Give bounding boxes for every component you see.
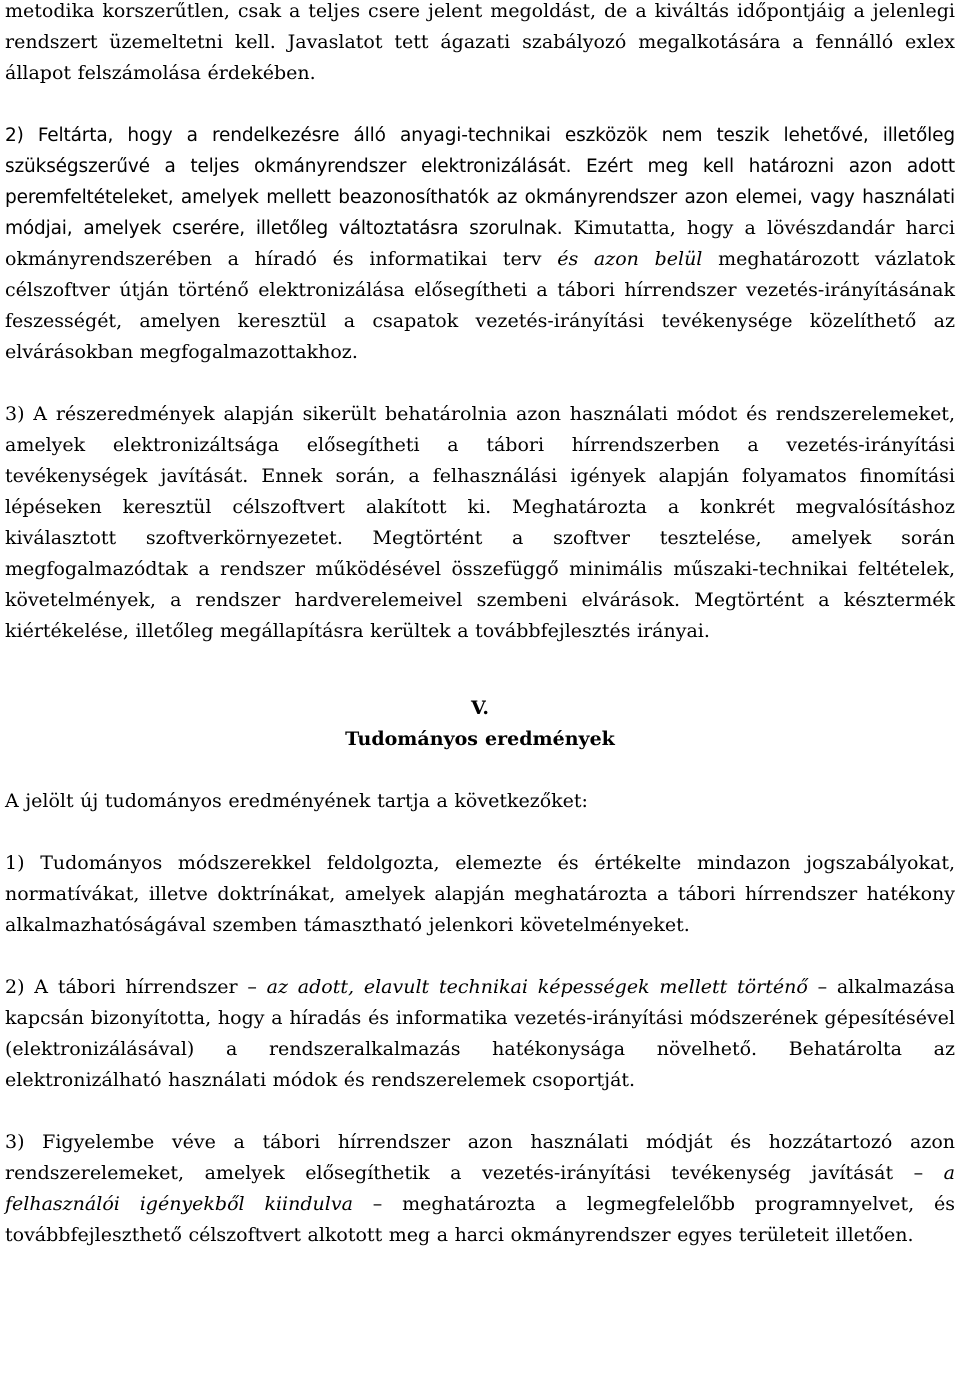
finding-2-text-b: meghatározott vázlatok célszoftver útján történő elektronizálása elősegítheti a tábori hírrendszer vezetés-irányításának feszességét, amelyen keresztül a csapatok vezetés-irányítási tevékenysége közelíthető az elvárásokban megfogalmazottakhoz. [5, 248, 956, 363]
section-number [5, 693, 955, 724]
finding-2-italic: és azon belül [557, 248, 703, 270]
results-intro [5, 786, 955, 817]
result-3-italic: a felhasználói igényekből kiindulva [5, 1162, 955, 1215]
finding-2-text-a: Kimutatta, hogy a lövészdandár harci okmányrendszerében a híradó és informatikai terv [5, 217, 955, 270]
result-2 [5, 972, 955, 1096]
finding-2-sans-text: 2) Feltárta, hogy a rendelkezésre álló anyagi-technikai eszközök nem teszik lehetővé, illetőleg szükségszerűvé a teljes okmányrendszer elektronizálását. Ezért meg kell határozni azon adott peremfeltételeket, amelyek mellett beazonosíthatók az okmányrendszer azon elemei, vagy használati módjai, amelyek cserére, illetőleg változtatásra szorulnak. [5, 125, 955, 239]
result-2-text-a: 2) A tábori hírrendszer – [5, 976, 267, 998]
result-2-text-b: – alkalmazása kapcsán bizonyította, hogy a híradás és informatika vezetés-irányítási módszerének gépesítésével (elektronizálásával) a rendszeralkalmazás hatékonysága növelhető. Behatárolta az elektronizálható használati módok és rendszerelemek csoportját. [5, 976, 955, 1091]
result-3-text-b: – meghatározta a legmegfelelőbb programnyelvet, és továbbfejleszthető célszoftvert alkotott meg a harci okmányrendszer egyes területeit illetően. [5, 1193, 955, 1246]
paragraph-finding-3 [5, 399, 955, 647]
document-page [5, 0, 955, 1251]
result-2-italic: az adott, elavult technikai képességek mellett történő [266, 976, 808, 998]
result-3 [5, 1127, 955, 1251]
section-title-text: Tudományos eredmények [345, 728, 615, 750]
paragraph-intro-text: metodika korszerűtlen, csak a teljes csere jelent megoldást, de a kiváltás időpontjáig a jelenlegi rendszert üzemeltetni kell. Javaslatot tett ágazati szabályozó megalkotására a fennálló exlex állapot felszámolása érdekében. [5, 0, 955, 84]
section-number-text: V. [470, 697, 490, 719]
paragraph-intro [5, 0, 955, 89]
paragraph-finding-2 [5, 120, 955, 368]
result-1-text: 1) Tudományos módszerekkel feldolgozta, elemezte és értékelte mindazon jogszabályokat, normatívákat, illetve doktrínákat, amelyek alapján meghatározta a tábori hírrendszer hatékony alkalmazhatóságával szemben támasztható jelenkori követelményeket. [5, 852, 955, 936]
results-intro-text: A jelölt új tudományos eredményének tartja a következőket: [5, 790, 588, 812]
result-3-text-a: 3) Figyelembe véve a tábori hírrendszer azon használati módját és hozzátartozó azon rendszerelemeket, amelyek elősegíthetik a vezetés-irányítási tevékenység javítását – [5, 1131, 955, 1184]
section-title [5, 724, 955, 755]
result-1 [5, 848, 955, 941]
finding-3-text: 3) A részeredmények alapján sikerült behatárolnia azon használati módot és rendszerelemeket, amelyek elektronizáltsága elősegítheti a tábori hírrendszerben a vezetés-irányítási tevékenységek javítását. Ennek során, a felhasználási igények alapján folyamatos finomítási lépéseken keresztül célszoftvert alakított ki. Meghatározta a konkrét megvalósításhoz kiválasztott szoftverkörnyezetet. Megtörtént a szoftver tesztelése, amelyek során megfogalmazódtak a rendszer működésével összefüggő minimális műszaki-technikai feltételek, követelmények, a rendszer hardverelemeivel szembeni elvárások. Megtörtént a késztermék kiértékelése, illetőleg megállapításra kerültek a továbbfejlesztés irányai. [5, 403, 955, 642]
